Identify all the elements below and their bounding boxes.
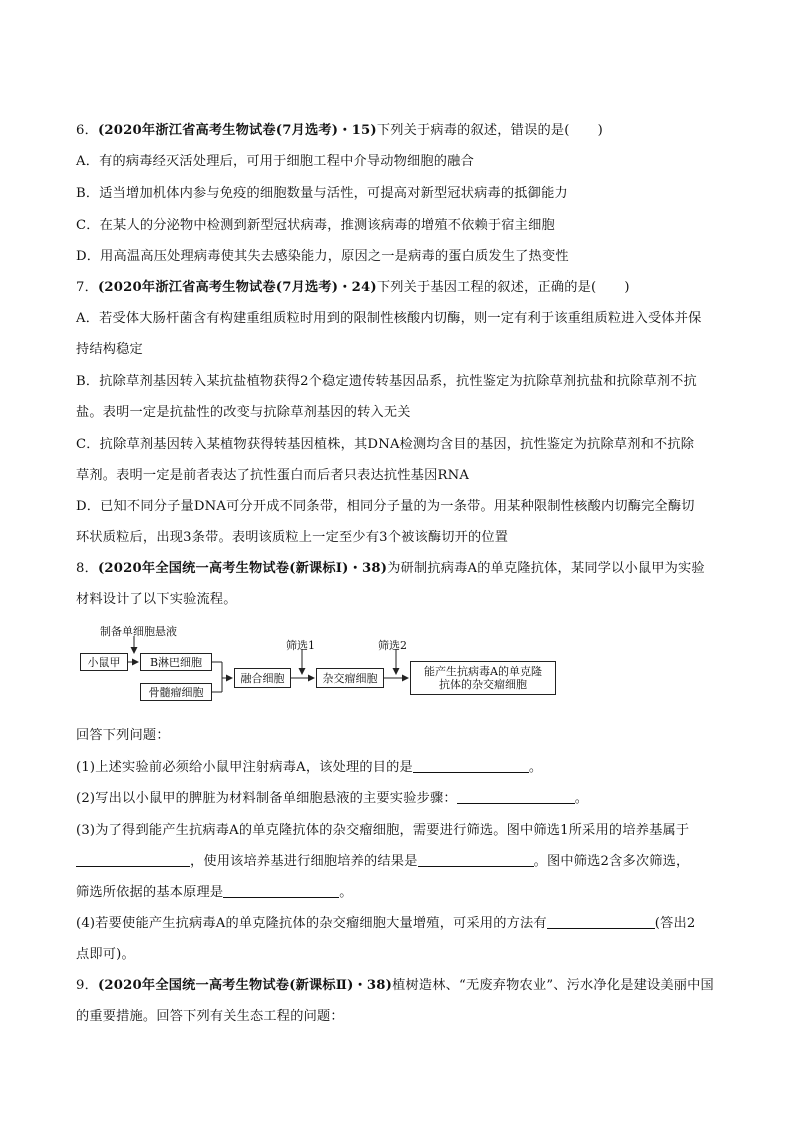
q7-number: 7． (76, 280, 98, 295)
answer-blank[interactable] (76, 852, 190, 867)
q6-option-c: C．在某人的分泌物中检测到新型冠状病毒，推测该病毒的增殖不依赖于宿主细胞 (76, 218, 555, 233)
answer-blank[interactable] (547, 914, 655, 929)
answer-blank[interactable] (457, 789, 575, 804)
label-prepare-suspension: 制备单细胞悬液 (100, 625, 177, 638)
box-myeloma: 骨髓瘤细胞 (140, 683, 212, 701)
box-target-hybridoma: 能产生抗病毒A的单克隆 抗体的杂交瘤细胞 (410, 661, 556, 695)
q8-stem (76, 559, 726, 579)
q6-option-d: D．用高温高压处理病毒使其失去感染能力，原因之一是病毒的蛋白质发生了热变性 (76, 249, 569, 264)
q6-source: (2020年浙江省高考生物试卷(7月选考)・15) (97, 123, 377, 138)
q7-line: 草剂。表明一定是前者表达了抗性蛋白而后者只表达抗性基因RNA (76, 468, 470, 483)
q6-stem: 6．(2020年浙江省高考生物试卷(7月选考)・15)下列关于病毒的叙述，错误的是( ) (76, 123, 603, 138)
q8-part-4: (4)若要使能产生抗病毒A的单克隆抗体的杂交瘤细胞大量增殖，可采用的方法有 (答出2 (76, 916, 696, 931)
experiment-flowchart (78, 624, 568, 708)
q9-number: 9． (76, 978, 98, 993)
q8-question: 为研制抗病毒A的单克隆抗体，某同学以小鼠甲为实验 (387, 561, 705, 576)
q7-line: 环状质粒后，出现3条带。表明该质粒上一定至少有3个被该酶切开的位置 (76, 530, 509, 545)
label-screen-1: 筛选1 (286, 639, 315, 652)
q6-number: 6． (76, 123, 98, 138)
answer-blank[interactable] (418, 852, 534, 867)
q8-part-1: (1)上述实验前必须给小鼠甲注射病毒A，该处理的目的是 。 (76, 760, 543, 775)
q6-option-a: A．有的病毒经灭活处理后，可用于细胞工程中介导动物细胞的融合 (76, 154, 474, 169)
box-fused-cell: 融合细胞 (234, 668, 291, 688)
box-mouse: 小鼠甲 (80, 653, 128, 671)
q9-stem (76, 976, 726, 996)
q8-stem-cont: 材料设计了以下实验流程。 (76, 592, 237, 607)
q8-part-3: (3)为了得到能产生抗病毒A的单克隆抗体的杂交瘤细胞，需要进行筛选。图中筛选1所采用的培养基属于 (76, 823, 690, 838)
label-screen-2: 筛选2 (378, 639, 407, 652)
q7-line: 持结构稳定 (76, 342, 143, 357)
q7-line: D．已知不同分子量DNA可分开成不同条带，相同分子量的为一条带。用某种限制性核酸内切酶完全酶切 (76, 499, 695, 514)
box-hybridoma: 杂交瘤细胞 (316, 668, 384, 688)
box-b-lymphocyte: B淋巴细胞 (140, 653, 212, 671)
q6-option-b: B．适当增加机体内参与免疫的细胞数量与活性，可提高对新型冠状病毒的抵御能力 (76, 186, 568, 201)
q8-part-3-cont: ，使用该培养基进行细胞培养的结果是 。图中筛选2含多次筛选， (76, 852, 726, 872)
q7-stem: 7．(2020年浙江省高考生物试卷(7月选考)・24)下列关于基因工程的叙述，正确的是( ) (76, 280, 630, 295)
q7-line: B．抗除草剂基因转入某抗盐植物获得2个稳定遗传转基因品系，抗性鉴定为抗除草剂抗盐和抗除草剂不抗 (76, 374, 697, 389)
answer-blank[interactable] (223, 883, 339, 898)
answer-blank[interactable] (413, 758, 529, 773)
q8-part-2: (2)写出以小鼠甲的脾脏为材料制备单细胞悬液的主要实验步骤： 。 (76, 791, 589, 806)
q7-line: A．若受体大肠杆菌含有构建重组质粒时用到的限制性核酸内切酶，则一定有利于该重组质粒进入受体并保 (76, 311, 702, 326)
q7-line: 盐。表明一定是抗盐性的改变与抗除草剂基因的转入无关 (76, 405, 411, 420)
q8-number: 8． (76, 561, 98, 576)
q7-question: 下列关于基因工程的叙述，正确的是( (376, 280, 597, 295)
q6-question: 下列关于病毒的叙述，错误的是( (376, 123, 570, 138)
q9-stem-cont: 的重要措施。回答下列有关生态工程的问题： (76, 1009, 344, 1024)
q9-question: 植树造林、“无废弃物农业”、污水净化是建设美丽中国 (392, 978, 714, 993)
q9-source: (2020年全国统一高考生物试卷(新课标Ⅱ)・38) (97, 978, 393, 993)
q8-part-4-cont: 点即可)。 (76, 947, 135, 962)
q8-prompt: 回答下列问题： (76, 728, 170, 743)
q8-source: (2020年全国统一高考生物试卷(新课标Ⅰ)・38) (97, 561, 388, 576)
q7-source: (2020年浙江省高考生物试卷(7月选考)・24) (97, 280, 377, 295)
q7-line: C．抗除草剂基因转入某植物获得转基因植株，其DNA检测均含目的基因，抗性鉴定为抗除草剂和不抗除 (76, 437, 695, 452)
q8-part-3-cont2: 筛选所依据的基本原理是 。 (76, 885, 353, 900)
